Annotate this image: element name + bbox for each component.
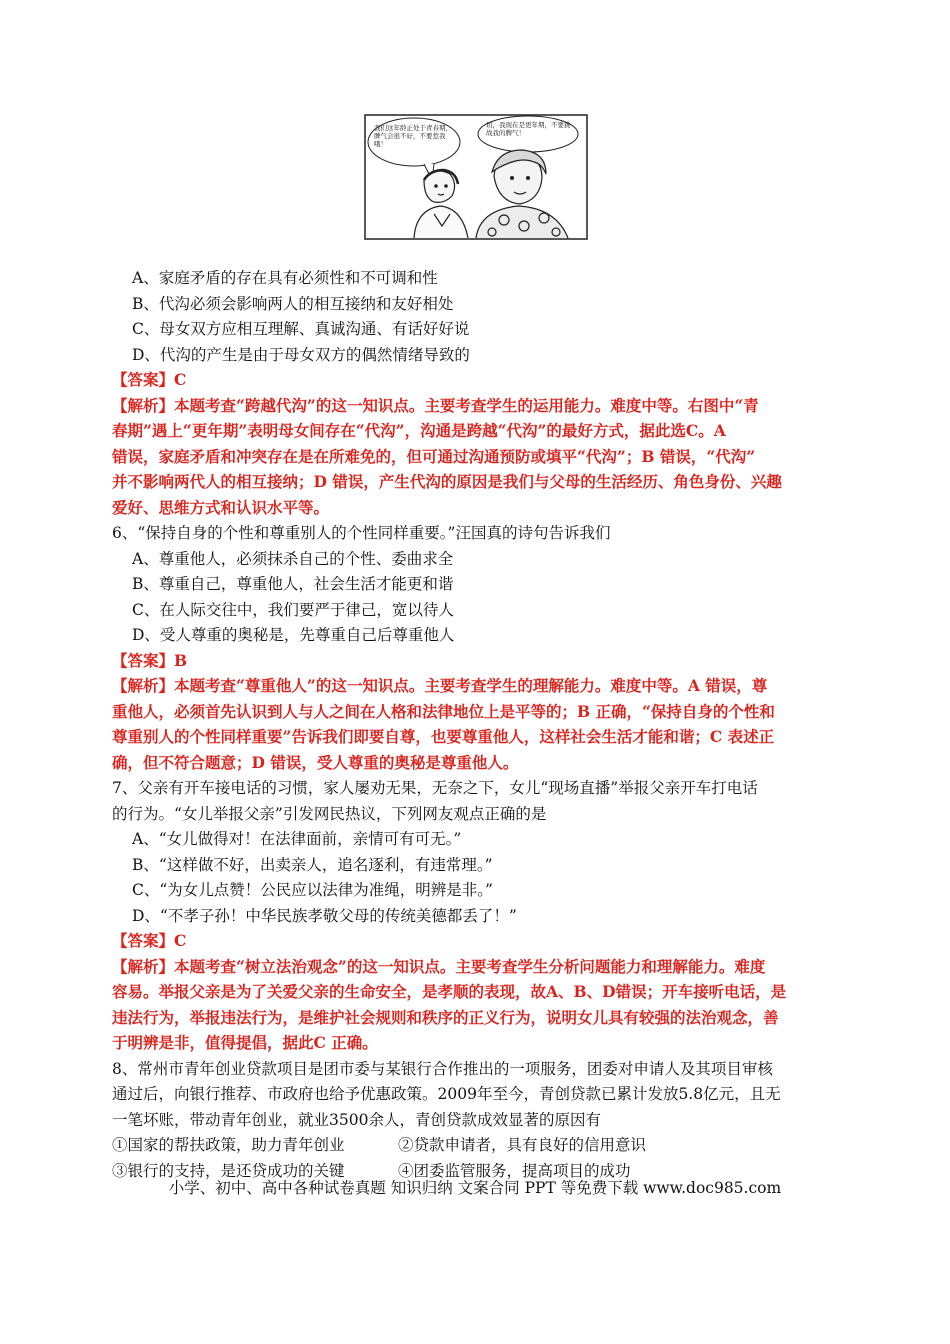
q5-analysis-line: 爱好、思维方式和认识水平等。 bbox=[112, 498, 330, 517]
q6-analysis-line: 【解析】本题考查“尊重他人”的这一知识点。主要考查学生的理解能力。难度中等。A 错误，尊 bbox=[112, 676, 768, 695]
q8-choice-4: ④团委监管服务，提高项目的成功 bbox=[398, 1162, 631, 1180]
q6-analysis-line: 尊重别人的个性同样重要”告诉我们即要自尊，也要尊重他人，这样社会生活才能和谐；C 表述正 bbox=[112, 727, 775, 746]
q7-option-b: B、“这样做不好，出卖亲人，追名逐利，有违常理。” bbox=[132, 856, 493, 874]
q7-analysis-line: 【解析】本题考查“树立法治观念”的这一知识点。主要考查学生分析问题能力和理解能力。难度 bbox=[112, 957, 766, 976]
q6-analysis-line: 确，但不符合题意；D 错误，受人尊重的奥秘是尊重他人。 bbox=[112, 753, 519, 772]
q6-answer: 【答案】B bbox=[112, 651, 188, 670]
q5-analysis-line: 春期”遇上“更年期”表明母女间存在“代沟”，沟通是跨越“代沟”的最好方式，据此选C。A bbox=[112, 421, 726, 440]
q8-choice-1: ①国家的帮扶政策，助力青年创业 bbox=[112, 1136, 345, 1154]
q7-stem-line: 7、父亲有开车接电话的习惯，家人屡劝无果，无奈之下，女儿“现场直播”举报父亲开车打电话 bbox=[112, 779, 758, 797]
q5-analysis-line: 错误，家庭矛盾和冲突存在是在所难免的，但可通过沟通预防或填平“代沟”；B 错误，“代沟” bbox=[112, 447, 756, 466]
q6-analysis-line: 重他人，必须首先认识到人与人之间在人格和法律地位上是平等的；B 正确，“保持自身的个性和 bbox=[112, 702, 775, 721]
q5-option-b: B、代沟必须会影响两人的相互接纳和友好相处 bbox=[132, 295, 454, 313]
q7-option-d: D、“不孝子孙！中华民族孝敬父母的传统美德都丢了！” bbox=[132, 907, 517, 925]
q6-option-d: D、受人尊重的奥秘是，先尊重自己后尊重他人 bbox=[132, 626, 455, 644]
q5-answer: 【答案】C bbox=[112, 370, 187, 389]
q5-option-a: A、家庭矛盾的存在具有必须性和不可调和性 bbox=[132, 269, 438, 287]
page-footer[interactable]: 小学、初中、高中各种试卷真题 知识归纳 文案合同 PPT 等免费下载 www.doc985.com bbox=[168, 1179, 782, 1197]
q7-analysis-line: 于明辨是非，值得提倡，据此C 正确。 bbox=[112, 1033, 378, 1052]
q8-stem-line: 8、常州市青年创业贷款项目是团市委与某银行合作推出的一项服务，团委对申请人及其项目审核 bbox=[112, 1060, 773, 1078]
q5-analysis-line: 【解析】本题考查“跨越代沟”的这一知识点。主要考查学生的运用能力。难度中等。右图中“青 bbox=[112, 396, 759, 415]
q8-choice-3: ③银行的支持，是还贷成功的关键 bbox=[112, 1162, 345, 1180]
q7-analysis-line: 违法行为，举报违法行为，是维护社会规则和秩序的正义行为，说明女儿具有较强的法治观念，善 bbox=[112, 1008, 779, 1027]
q6-stem: 6、“保持自身的个性和尊重别人的个性同样重要。”汪国真的诗句告诉我们 bbox=[112, 524, 611, 542]
q7-option-a: A、“女儿做得对！在法律面前，亲情可有可无。” bbox=[132, 830, 462, 848]
q8-choice-2: ②贷款申请者，具有良好的信用意识 bbox=[398, 1136, 647, 1154]
q7-stem-line: 的行为。“女儿举报父亲”引发网民热议，下列网友观点正确的是 bbox=[112, 805, 547, 823]
left-bubble-text: 我们这年龄正处于青春期，脾气会很不好，不要惹我哦！ bbox=[374, 124, 452, 148]
q5-analysis-line: 并不影响两代人的相互接纳；D 错误，产生代沟的原因是我们与父母的生活经历、角色身份、兴趣 bbox=[112, 472, 782, 491]
right-bubble-text: 切，我现在是更年期，不要挑战我的脾气！ bbox=[486, 121, 571, 137]
q7-answer: 【答案】C bbox=[112, 931, 187, 950]
q7-analysis-line: 容易。举报父亲是为了关爱父亲的生命安全，是孝顺的表现，故A、B、D错误；开车接听电话，是 bbox=[112, 982, 787, 1001]
q5-option-d: D、代沟的产生是由于母女双方的偶然情绪导致的 bbox=[132, 346, 470, 364]
q8-stem-line: 一笔坏账，带动青年创业，就业3500余人，青创贷款成效显著的原因有 bbox=[112, 1111, 601, 1129]
cartoon-illustration bbox=[364, 114, 588, 240]
q8-stem-line: 通过后，向银行推荐、市政府也给予优惠政策。2009年至今，青创贷款已累计发放5.8亿元，且无 bbox=[112, 1085, 781, 1103]
q6-option-b: B、尊重自己，尊重他人，社会生活才能更和谐 bbox=[132, 575, 454, 593]
q6-option-a: A、尊重他人，必须抹杀自己的个性、委曲求全 bbox=[132, 550, 454, 568]
q5-option-c: C、母女双方应相互理解、真诚沟通、有话好好说 bbox=[132, 320, 470, 338]
q7-option-c: C、“为女儿点赞！公民应以法律为准绳，明辨是非。” bbox=[132, 881, 493, 899]
q6-option-c: C、在人际交往中，我们要严于律己，宽以待人 bbox=[132, 601, 454, 619]
